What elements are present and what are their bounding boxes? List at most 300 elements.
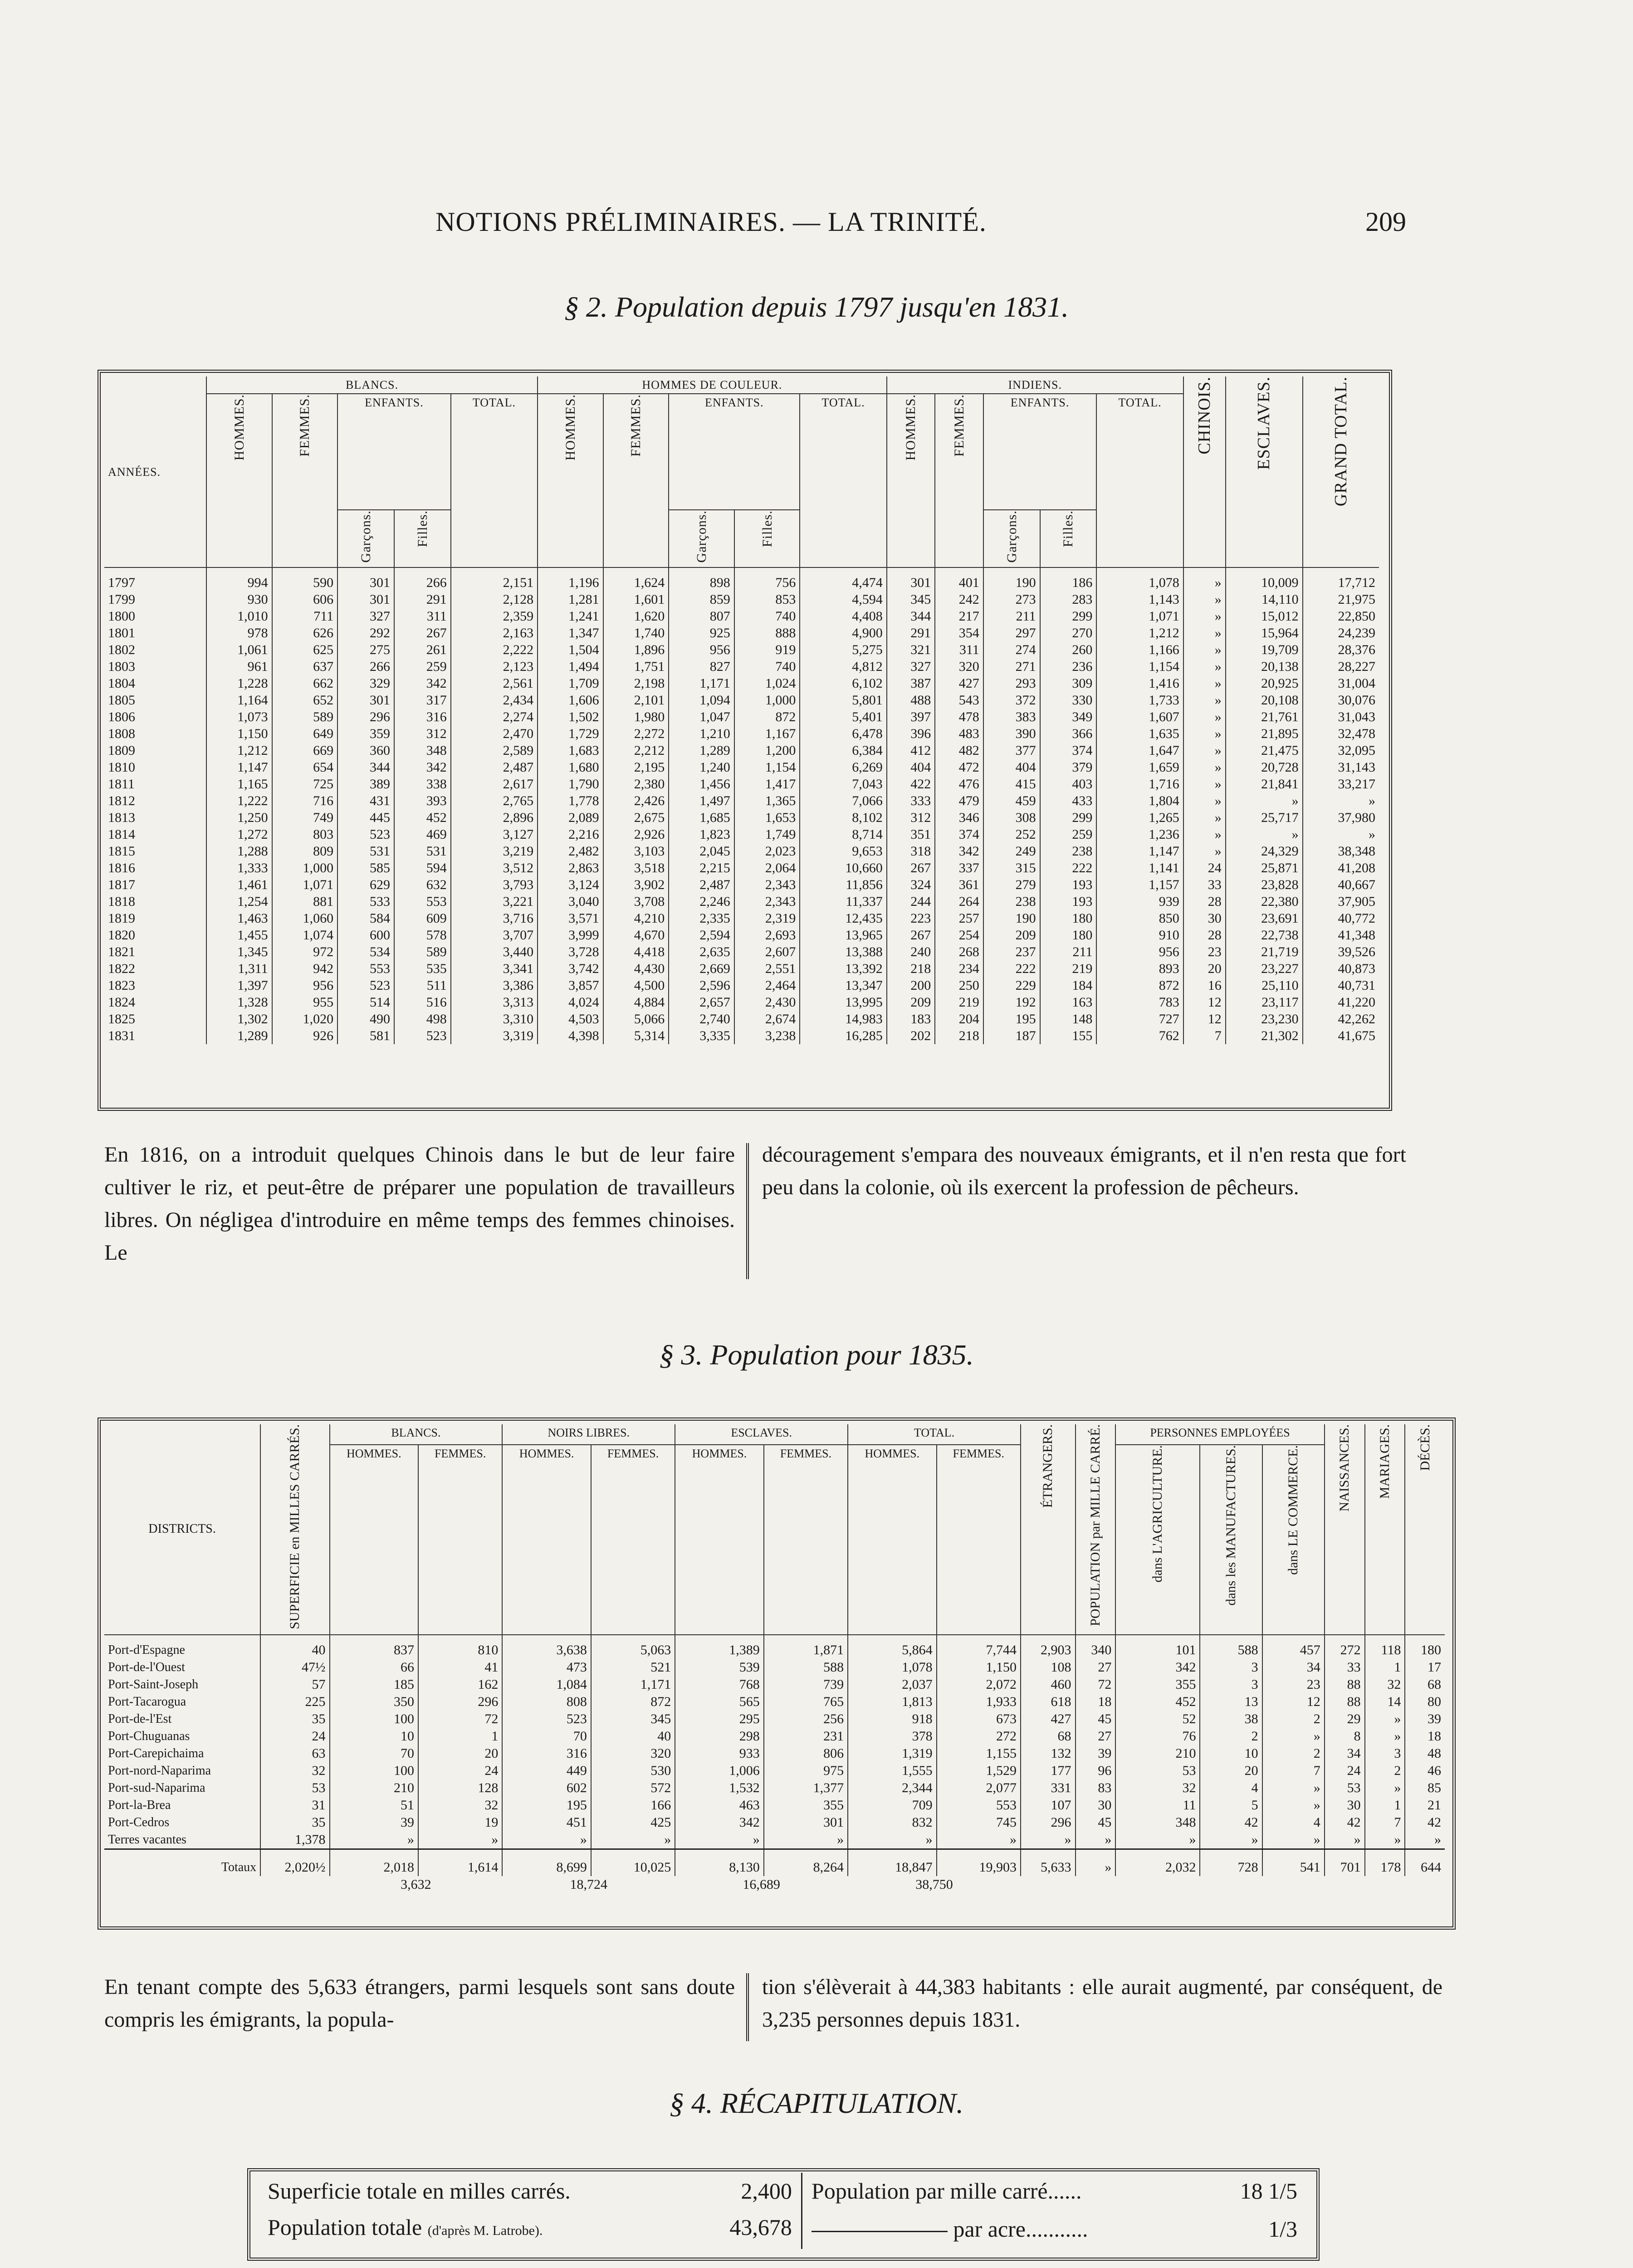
value-cell: 27: [1076, 1659, 1116, 1676]
value-cell: »: [1365, 1831, 1405, 1849]
value-cell: 749: [272, 809, 338, 826]
population-row: [104, 641, 1379, 658]
value-cell: 433: [1040, 792, 1097, 809]
value-cell: 21,475: [1226, 742, 1303, 759]
total-cell: 728: [1200, 1849, 1262, 1876]
value-cell: 3,728: [538, 943, 603, 960]
value-cell: 3: [1200, 1659, 1262, 1676]
value-cell: 2,380: [603, 776, 669, 792]
value-cell: 3,518: [603, 860, 669, 876]
value-cell: 2,674: [734, 1011, 800, 1027]
value-cell: 716: [272, 792, 338, 809]
value-cell: 211: [1040, 943, 1097, 960]
value-cell: 4,500: [603, 977, 669, 994]
value-cell: »: [1183, 776, 1226, 792]
col-filles: Filles.: [1061, 510, 1076, 547]
value-cell: 1,328: [206, 994, 272, 1011]
district-row: [104, 1728, 1445, 1745]
value-cell: 626: [272, 625, 338, 641]
value-cell: 15,012: [1226, 608, 1303, 625]
value-cell: 727: [1096, 1011, 1183, 1027]
value-cell: 1,006: [675, 1762, 764, 1779]
value-cell: 24: [418, 1762, 502, 1779]
value-cell: 3: [1200, 1676, 1262, 1693]
value-cell: 291: [394, 591, 451, 608]
value-cell: »: [1183, 692, 1226, 709]
value-cell: 918: [848, 1711, 937, 1728]
value-cell: 898: [669, 567, 734, 591]
population-row: [104, 591, 1379, 608]
value-cell: 264: [935, 893, 983, 910]
year-cell: 1814: [108, 827, 135, 842]
value-cell: 30: [1325, 1797, 1365, 1814]
value-cell: 24: [1183, 860, 1226, 876]
value-cell: 2: [1200, 1728, 1262, 1745]
total-cell: 8,699: [502, 1849, 591, 1876]
value-cell: 315: [983, 860, 1040, 876]
value-cell: 132: [1021, 1745, 1076, 1762]
value-cell: 46: [1405, 1762, 1445, 1779]
value-cell: 5: [1200, 1797, 1262, 1814]
value-cell: 21,761: [1226, 709, 1303, 725]
value-cell: 14,110: [1226, 591, 1303, 608]
value-cell: 2,359: [451, 608, 538, 625]
value-cell: 4: [1200, 1779, 1262, 1797]
value-cell: 272: [1325, 1635, 1365, 1659]
value-cell: 1,281: [538, 591, 603, 608]
value-cell: 185: [330, 1676, 419, 1693]
value-cell: 4,594: [800, 591, 886, 608]
value-cell: 23,227: [1226, 960, 1303, 977]
value-cell: 1,813: [848, 1693, 937, 1711]
value-cell: 30,076: [1303, 692, 1379, 709]
pop-mille-label: Population par mille carré......: [811, 2178, 1082, 2204]
value-cell: 490: [337, 1011, 394, 1027]
value-cell: 397: [887, 709, 935, 725]
col-superficie: SUPERFICIE en MILLES CARRÉS.: [287, 1424, 303, 1629]
value-cell: 533: [337, 893, 394, 910]
pop-totale-value: 43,678: [729, 2214, 792, 2240]
value-cell: 53: [1115, 1762, 1200, 1779]
value-cell: 452: [394, 809, 451, 826]
value-cell: 3,221: [451, 893, 538, 910]
value-cell: 1,167: [734, 725, 800, 742]
value-cell: 2,023: [734, 843, 800, 860]
value-cell: 1,871: [764, 1635, 848, 1659]
col-filles: Filles.: [759, 510, 775, 547]
value-cell: 259: [1040, 826, 1097, 843]
value-cell: 4,812: [800, 658, 886, 675]
value-cell: 1,529: [937, 1762, 1021, 1779]
value-cell: 372: [983, 692, 1040, 709]
value-cell: 11,856: [800, 876, 886, 893]
value-cell: 2,343: [734, 876, 800, 893]
value-cell: 342: [1115, 1659, 1200, 1676]
value-cell: 2,215: [669, 860, 734, 876]
value-cell: 3,742: [538, 960, 603, 977]
district-name: Port-de-l'Ouest: [108, 1660, 185, 1674]
value-cell: 316: [502, 1745, 591, 1762]
value-cell: 476: [935, 776, 983, 792]
value-cell: 31,004: [1303, 675, 1379, 692]
value-cell: 327: [337, 608, 394, 625]
value-cell: 13: [1200, 1693, 1262, 1711]
district-name: Port-nord-Naparima: [108, 1763, 211, 1778]
value-cell: 252: [983, 826, 1040, 843]
value-cell: 606: [272, 591, 338, 608]
value-cell: 404: [983, 759, 1040, 776]
value-cell: 1,073: [206, 709, 272, 725]
value-cell: 70: [330, 1745, 419, 1762]
pop-mille-value: 18 1/5: [1240, 2178, 1297, 2204]
value-cell: 3,707: [451, 927, 538, 943]
superficie-label: Superficie totale en milles carrés.: [268, 2178, 571, 2204]
value-cell: 270: [1040, 625, 1097, 641]
value-cell: 225: [260, 1693, 329, 1711]
value-cell: 479: [935, 792, 983, 809]
value-cell: 2,482: [538, 843, 603, 860]
value-cell: 2,561: [451, 675, 538, 692]
value-cell: 100: [330, 1711, 419, 1728]
value-cell: 42: [1200, 1814, 1262, 1831]
value-cell: 1,171: [669, 675, 734, 692]
value-cell: 22,738: [1226, 927, 1303, 943]
value-cell: 219: [935, 994, 983, 1011]
districts-table-body: [104, 1635, 1445, 1893]
value-cell: 956: [669, 641, 734, 658]
total-cell: 701: [1325, 1849, 1365, 1876]
population-row: [104, 843, 1379, 860]
value-cell: 23: [1262, 1676, 1325, 1693]
value-cell: »: [1262, 1831, 1325, 1849]
col-garcons: Garçons.: [694, 510, 709, 562]
value-cell: 3: [1365, 1745, 1405, 1762]
value-cell: 2,434: [451, 692, 538, 709]
total-cell: 2,018: [330, 1849, 419, 1876]
value-cell: 266: [394, 567, 451, 591]
value-cell: »: [1226, 826, 1303, 843]
value-cell: 292: [337, 625, 394, 641]
value-cell: 311: [394, 608, 451, 625]
value-cell: 20,108: [1226, 692, 1303, 709]
value-cell: 32: [260, 1762, 329, 1779]
value-cell: 13,995: [800, 994, 886, 1011]
value-cell: 12: [1183, 994, 1226, 1011]
district-row: [104, 1814, 1445, 1831]
value-cell: 2,064: [734, 860, 800, 876]
value-cell: 807: [669, 608, 734, 625]
value-cell: 2: [1365, 1762, 1405, 1779]
value-cell: 498: [394, 1011, 451, 1027]
value-cell: 309: [1040, 675, 1097, 692]
value-cell: 925: [669, 625, 734, 641]
value-cell: 107: [1021, 1797, 1076, 1814]
value-cell: 85: [1405, 1779, 1445, 1797]
value-cell: 3,219: [451, 843, 538, 860]
value-cell: 33: [1183, 876, 1226, 893]
value-cell: 96: [1076, 1762, 1116, 1779]
value-cell: 33: [1325, 1659, 1365, 1676]
year-cell: 1809: [108, 743, 135, 758]
value-cell: 41,220: [1303, 994, 1379, 1011]
value-cell: 12: [1262, 1693, 1325, 1711]
value-cell: 2,343: [734, 893, 800, 910]
value-cell: 1,601: [603, 591, 669, 608]
value-cell: 11,337: [800, 893, 886, 910]
value-cell: 242: [935, 591, 983, 608]
col-hommes: HOMMES.: [903, 394, 919, 461]
value-cell: 2,607: [734, 943, 800, 960]
value-cell: 184: [1040, 977, 1097, 994]
value-cell: 1,254: [206, 893, 272, 910]
value-cell: 38: [1200, 1711, 1262, 1728]
value-cell: »: [1183, 826, 1226, 843]
value-cell: 100: [330, 1762, 419, 1779]
section-3-title: § 3. Population pour 1835.: [659, 1339, 974, 1371]
value-cell: »: [1183, 591, 1226, 608]
value-cell: 4,900: [800, 625, 886, 641]
value-cell: 2,123: [451, 658, 538, 675]
value-cell: 34: [1262, 1659, 1325, 1676]
value-cell: 333: [887, 792, 935, 809]
value-cell: 1: [1365, 1797, 1405, 1814]
value-cell: 425: [591, 1814, 675, 1831]
pop-totale-note: (d'après M. Latrobe).: [427, 2223, 543, 2238]
value-cell: 66: [330, 1659, 419, 1676]
value-cell: 17: [1405, 1659, 1445, 1676]
value-cell: 42,262: [1303, 1011, 1379, 1027]
value-cell: 2,128: [451, 591, 538, 608]
value-cell: 673: [937, 1711, 1021, 1728]
value-cell: 1,455: [206, 927, 272, 943]
value-cell: 3,638: [502, 1635, 591, 1659]
value-cell: 10,009: [1226, 567, 1303, 591]
population-row: [104, 994, 1379, 1011]
value-cell: 553: [337, 960, 394, 977]
value-cell: »: [1183, 792, 1226, 809]
year-cell: 1804: [108, 676, 135, 691]
value-cell: 565: [675, 1693, 764, 1711]
col-filles: Filles.: [415, 510, 430, 547]
value-cell: 20,925: [1226, 675, 1303, 692]
value-cell: 301: [337, 591, 394, 608]
value-cell: 1,333: [206, 860, 272, 876]
district-row: [104, 1711, 1445, 1728]
value-cell: 888: [734, 625, 800, 641]
value-cell: 1,071: [1096, 608, 1183, 625]
value-cell: 321: [887, 641, 935, 658]
population-row: [104, 759, 1379, 776]
par-acre-value: 1/3: [1268, 2216, 1297, 2242]
value-cell: 4,474: [800, 567, 886, 591]
value-cell: 3,124: [538, 876, 603, 893]
col-femmes: FEMMES.: [764, 1445, 848, 1635]
value-cell: 711: [272, 608, 338, 625]
value-cell: 40,667: [1303, 876, 1379, 893]
value-cell: 2,693: [734, 927, 800, 943]
value-cell: 740: [734, 658, 800, 675]
value-cell: »: [1262, 1779, 1325, 1797]
total-cell: 5,633: [1021, 1849, 1076, 1876]
value-cell: 975: [764, 1762, 848, 1779]
value-cell: 765: [764, 1693, 848, 1711]
value-cell: 21: [1405, 1797, 1445, 1814]
value-cell: 850: [1096, 910, 1183, 927]
subtotal-cell: 16,689: [743, 1877, 780, 1892]
value-cell: 415: [983, 776, 1040, 792]
value-cell: 427: [1021, 1711, 1076, 1728]
value-cell: 994: [206, 567, 272, 591]
value-cell: 342: [675, 1814, 764, 1831]
col-femmes: FEMMES.: [297, 394, 313, 457]
value-cell: 2,896: [451, 809, 538, 826]
col-total: TOTAL.: [472, 396, 516, 409]
value-cell: 344: [887, 608, 935, 625]
value-cell: 209: [887, 994, 935, 1011]
value-cell: 403: [1040, 776, 1097, 792]
col-hommes: HOMMES.: [675, 1445, 764, 1635]
value-cell: 4,024: [538, 994, 603, 1011]
population-table-body: [104, 567, 1379, 1044]
value-cell: 342: [935, 843, 983, 860]
value-cell: 483: [935, 725, 983, 742]
value-cell: 274: [983, 641, 1040, 658]
value-cell: 1,236: [1096, 826, 1183, 843]
value-cell: 193: [1040, 893, 1097, 910]
population-row: [104, 860, 1379, 876]
value-cell: »: [1200, 1831, 1262, 1849]
value-cell: 31,043: [1303, 709, 1379, 725]
value-cell: 3,708: [603, 893, 669, 910]
value-cell: 389: [337, 776, 394, 792]
population-row: [104, 776, 1379, 792]
value-cell: 482: [935, 742, 983, 759]
value-cell: 1,494: [538, 658, 603, 675]
value-cell: 3,716: [451, 910, 538, 927]
value-cell: 41: [418, 1659, 502, 1676]
col-total: TOTAL.: [1118, 396, 1162, 409]
value-cell: 298: [675, 1728, 764, 1745]
value-cell: 553: [394, 893, 451, 910]
value-cell: 1,461: [206, 876, 272, 893]
year-cell: 1801: [108, 626, 135, 640]
value-cell: 7: [1365, 1814, 1405, 1831]
value-cell: »: [764, 1831, 848, 1849]
value-cell: 8: [1325, 1728, 1365, 1745]
value-cell: 25,871: [1226, 860, 1303, 876]
value-cell: 1,532: [675, 1779, 764, 1797]
value-cell: 354: [935, 625, 983, 641]
subtotal-cell: 18,724: [570, 1877, 608, 1892]
value-cell: 632: [394, 876, 451, 893]
value-cell: 22,380: [1226, 893, 1303, 910]
value-cell: 342: [394, 675, 451, 692]
value-cell: 1,504: [538, 641, 603, 658]
value-cell: 30: [1183, 910, 1226, 927]
district-name: Port-de-l'Est: [108, 1711, 172, 1726]
value-cell: 237: [983, 943, 1040, 960]
value-cell: 35: [260, 1814, 329, 1831]
value-cell: 1,020: [272, 1011, 338, 1027]
value-cell: 16,285: [800, 1027, 886, 1044]
value-cell: 910: [1096, 927, 1183, 943]
value-cell: 244: [887, 893, 935, 910]
value-cell: 177: [1021, 1762, 1076, 1779]
value-cell: »: [1183, 658, 1226, 675]
value-cell: 240: [887, 943, 935, 960]
value-cell: 1,228: [206, 675, 272, 692]
district-name: Port-Saint-Joseph: [108, 1677, 199, 1691]
value-cell: 23,828: [1226, 876, 1303, 893]
district-name: Port-Chuguanas: [108, 1729, 190, 1743]
value-cell: 317: [394, 692, 451, 709]
value-cell: 301: [337, 692, 394, 709]
value-cell: 1,200: [734, 742, 800, 759]
value-cell: 2,319: [734, 910, 800, 927]
value-cell: 649: [272, 725, 338, 742]
value-cell: 393: [394, 792, 451, 809]
value-cell: 259: [394, 658, 451, 675]
value-cell: 14: [1365, 1693, 1405, 1711]
value-cell: 32,478: [1303, 725, 1379, 742]
value-cell: 956: [1096, 943, 1183, 960]
value-cell: 13,392: [800, 960, 886, 977]
value-cell: 5,275: [800, 641, 886, 658]
value-cell: 2,669: [669, 960, 734, 977]
value-cell: 1,497: [669, 792, 734, 809]
value-cell: 431: [337, 792, 394, 809]
total-cell: 8,130: [675, 1849, 764, 1876]
value-cell: 5,864: [848, 1635, 937, 1659]
value-cell: 223: [887, 910, 935, 927]
value-cell: 930: [206, 591, 272, 608]
value-cell: 2,464: [734, 977, 800, 994]
value-cell: 234: [935, 960, 983, 977]
value-cell: 257: [935, 910, 983, 927]
population-row: [104, 977, 1379, 994]
group-blancs: BLANCS.: [330, 1424, 503, 1445]
subtotal-cell: 38,750: [915, 1877, 953, 1892]
value-cell: 2,551: [734, 960, 800, 977]
col-total: TOTAL.: [821, 396, 865, 409]
value-cell: 267: [394, 625, 451, 641]
value-cell: 299: [1040, 608, 1097, 625]
value-cell: 625: [272, 641, 338, 658]
value-cell: 327: [887, 658, 935, 675]
value-cell: 53: [1325, 1779, 1365, 1797]
value-cell: 2,635: [669, 943, 734, 960]
group-noirs-libres: NOIRS LIBRES.: [502, 1424, 675, 1445]
value-cell: 3,999: [538, 927, 603, 943]
value-cell: 337: [935, 860, 983, 876]
total-cell: 8,264: [764, 1849, 848, 1876]
enfants-label: ENFANTS.: [337, 394, 451, 510]
value-cell: 24: [1325, 1762, 1365, 1779]
value-cell: 1,729: [538, 725, 603, 742]
value-cell: 9,653: [800, 843, 886, 860]
value-cell: 539: [675, 1659, 764, 1676]
value-cell: 329: [337, 675, 394, 692]
value-cell: 2,596: [669, 977, 734, 994]
value-cell: 1,685: [669, 809, 734, 826]
value-cell: 12,435: [800, 910, 886, 927]
totals-label: Totaux: [104, 1849, 260, 1876]
value-cell: 187: [983, 1027, 1040, 1044]
year-cell: 1805: [108, 693, 135, 708]
value-cell: 15,964: [1226, 625, 1303, 641]
value-cell: 23,117: [1226, 994, 1303, 1011]
total-cell: 541: [1262, 1849, 1325, 1876]
